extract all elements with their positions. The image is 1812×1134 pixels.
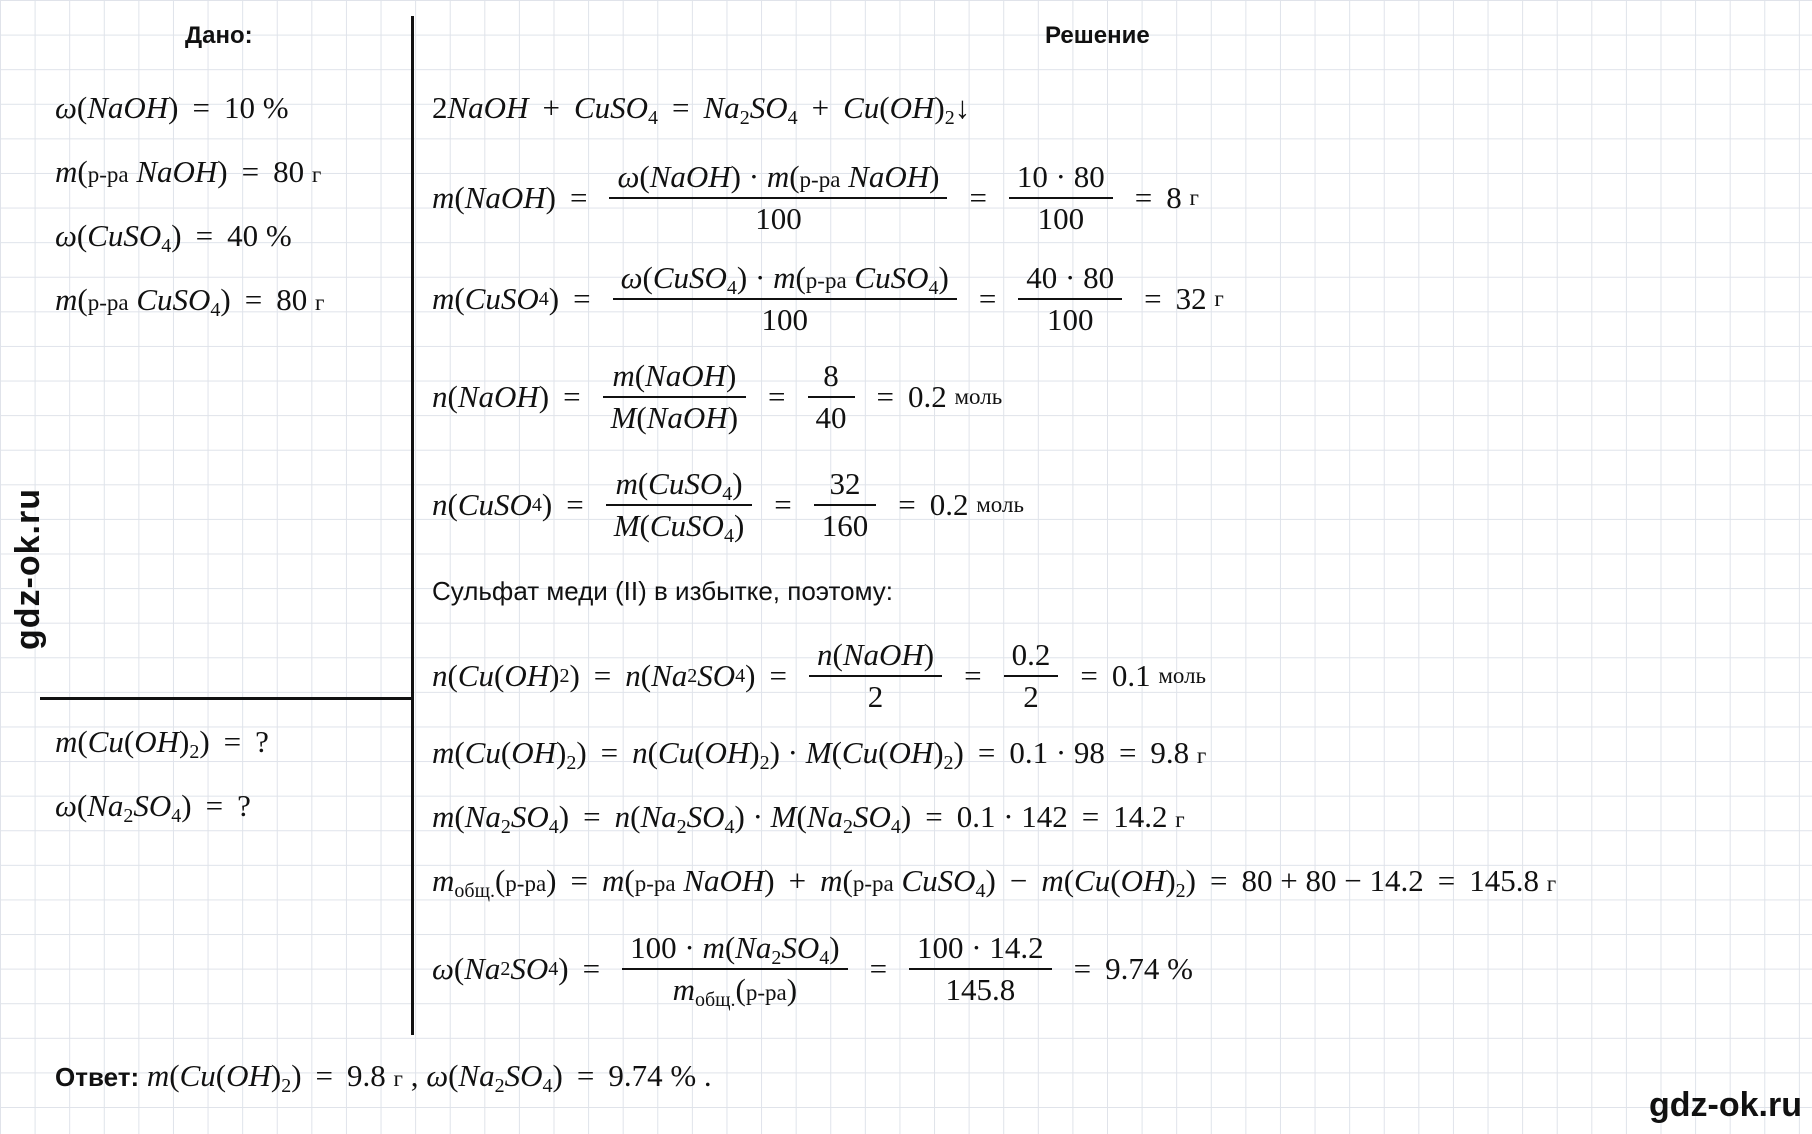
given-m-naoh-solution: m(р-ра NaOH) = 80 г [55, 154, 322, 189]
corner-watermark: gdz-ok.ru [1649, 1086, 1802, 1124]
reaction-equation: 2NaOH + CuSO$_4$ = $Na_2SO_4$ + $Cu(OH)_2↓$ [432, 90, 971, 129]
calc-m-cuso4: m ( CuSO 4 ) = $\frac{\omega(CuSO_4) \cdot m(р-ра CuSO_4)}{100}$ = $\frac{40 \cdot 80}{100}$ = 32 г [432, 260, 1224, 337]
horizontal-divider [40, 697, 413, 700]
calc-m-total-solution: $m_{общ.}(р-ра) = m(р-ра$ NaOH) + m(р-ра CuSO$_4$) − $m(Cu(OH)_2) = 80 + 80 - 14.2 = 145.8$ г [432, 863, 1557, 902]
given-header: Дано: [185, 22, 253, 49]
given-w-naoh: ω(NaOH) = 10 % [55, 90, 289, 125]
calc-n-cuoh2: n ( Cu ( OH ) 2 ) = n ( Na 2 SO 4 ) = $\frac{\text{n(NaOH)}}{2}$ = $\frac{0.2}{2}$ = 0.1 моль [432, 637, 1207, 714]
excess-text: Сульфат меди (II) в избытке, поэтому: [432, 576, 893, 606]
answer-line: Ответ: $m(Cu(OH)_2) = 9.8$ г , $\omega(Na_2SO_4) = 9.74$ % . [55, 1058, 712, 1097]
given-w-cuso4: ω(CuSO$_4$) = 40 % [55, 218, 292, 257]
calc-m-cuoh2: $m(Cu(OH)_2) = n(Cu(OH)_2) \cdot M(Cu(OH)_2) = 0.1 \cdot 98 = 9.8$ г [432, 735, 1207, 774]
calc-w-na2so4: ω ( Na 2 SO 4 ) = $\frac{100 \cdot m(Na_2SO_4)}{m_{общ.}(р-ра)}$ = $\frac{100 \cdot 14.2}{145.8}$ = 9.74 % [432, 930, 1193, 1011]
calc-m-na2so4: $m(Na_2SO_4) = n(Na_2SO_4) \cdot M(Na_2SO_4) = 0.1 \cdot 142 = 14.2$ г [432, 799, 1185, 838]
calc-n-naoh: n ( NaOH ) = $\frac{\text{m(NaOH)}}{\text{M(NaOH)}}$ = $\frac{8}{40}$ = 0.2 моль [432, 358, 1003, 435]
calc-n-cuso4: n ( CuSO 4 ) = $\frac{m(CuSO_4)}{M(CuSO_4)}$ = $\frac{32}{160}$ = 0.2 моль [432, 466, 1024, 547]
calc-m-naoh: m ( NaOH ) = $\frac{\text{ω(NaOH) · m(р-ра NaOH)}}{100}$ = $\frac{10 \cdot 80}{100}$ = 8 г [432, 159, 1199, 236]
solution-header: Решение [1045, 22, 1150, 49]
find-w-na2so4: $\omega(Na_2SO_4)$ = ? [55, 788, 251, 827]
given-m-cuso4-solution: m(р-ра CuSO$_4$) = 80 г [55, 282, 325, 321]
vertical-divider [411, 16, 414, 1035]
answer-label: Ответ: [55, 1062, 140, 1092]
side-watermark: gdz-ok.ru [9, 488, 47, 650]
find-m-cuoh2: $m(Cu(OH)_2)$ = ? [55, 724, 269, 763]
